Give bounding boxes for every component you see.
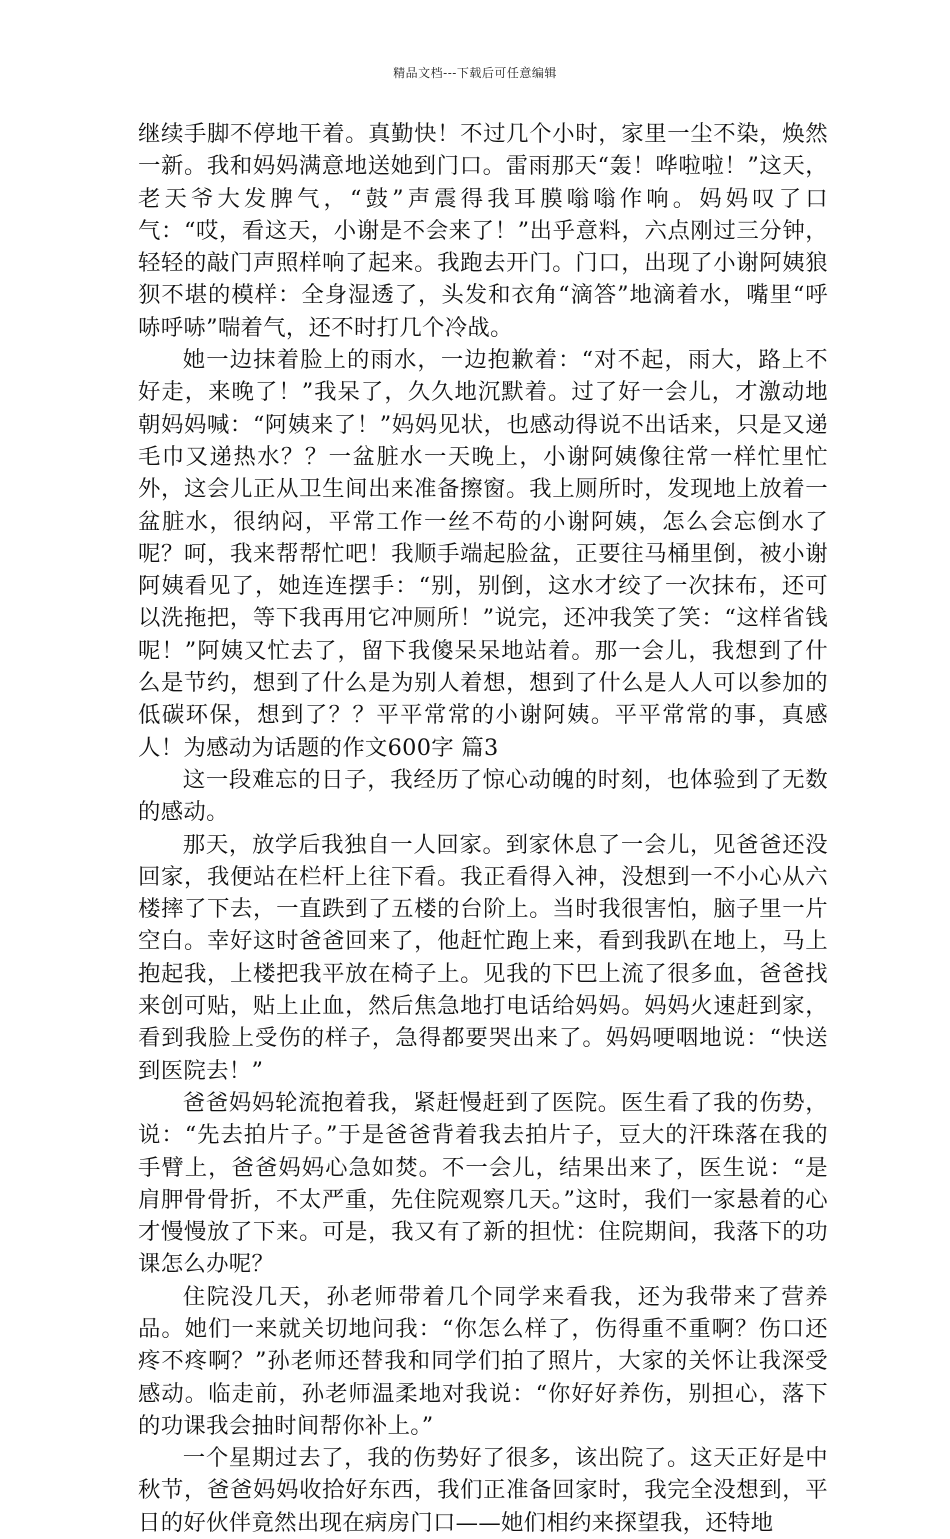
- paragraph: 继续手脚不停地干着。真勤快！不过几个小时，家里一尘不染，焕然一新。我和妈妈满意地送她到门口。雷雨那天“轰！哗啦啦！”这天，老天爷大发脾气，“鼓”声震得我耳膜嗡嗡作响。妈妈叹了口气：“哎，看这天，小谢是不会来了！”出乎意料，六点刚过三分钟，轻轻的敲门声照样响了起来。我跑去开门。门口，出现了小谢阿姨狼狈不堪的模样：全身湿透了，头发和衣角“滴答”地滴着水，嘴里“呼哧呼哧”喘着气，还不时打几个冷战。: [138, 121, 828, 341]
- paragraph: 那天，放学后我独自一人回家。到家休息了一会儿，见爸爸还没回家，我便站在栏杆上往下看。我正看得入神，没想到一不小心从六楼摔了下去，一直跌到了五楼的台阶上。当时我很害怕，脑子里一片空白。幸好这时爸爸回来了，他赶忙跑上来，看到我趴在地上，马上抱起我，上楼把我平放在椅子上。见我的下巴上流了很多血，爸爸找来创可贴，贴上止血，然后焦急地打电话给妈妈。妈妈火速赶到家，看到我脸上受伤的样子，急得都要哭出来了。妈妈哽咽地说：“快送到医院去！”: [138, 831, 828, 1084]
- page-header: 精品文档---下载后可任意编辑: [393, 66, 557, 80]
- paragraph: 她一边抹着脸上的雨水，一边抱歉着：“对不起，雨大，路上不好走，来晚了！”我呆了，久久地沉默着。过了好一会儿，才激动地朝妈妈喊：“阿姨来了！”妈妈见状，也感动得说不出话来，只是又递毛巾又递热水？？一盆脏水一天晚上，小谢阿姨像往常一样忙里忙外，这会儿正从卫生间出来准备擦窗。我上厕所时，发现地上放着一盆脏水，很纳闷，平常工作一丝不苟的小谢阿姨，怎么会忘倒水了呢？呵，我来帮帮忙吧！我顺手端起脸盆，正要往马桶里倒，被小谢阿姨看见了，她连连摆手：“别，别倒，这水才绞了一次抹布，还可以洗拖把，等下我再用它冲厕所！”说完，还冲我笑了笑：“这样省钱呢！”阿姨又忙去了，留下我傻呆呆地站着。那一会儿，我想到了什么是节约，想到了什么是为别人着想，想到了什么是人人可以参加的低碳环保，想到了？？平平常常的小谢阿姨。平平常常的事，真感人！为感动为话题的作文600字 篇3: [138, 347, 828, 761]
- paragraph: 一个星期过去了，我的伤势好了很多，该出院了。这天正好是中秋节，爸爸妈妈收拾好东西，我们正准备回家时，我完全没想到，平日的好伙伴竟然出现在病房门口——她们相约来探望我，还特地: [138, 1445, 828, 1536]
- paragraph: 住院没几天，孙老师带着几个同学来看我，还为我带来了营养品。她们一来就关切地问我：“你怎么样了，伤得重不重啊？伤口还疼不疼啊？”孙老师还替我和同学们拍了照片，大家的关怀让我深受感动。临走前，孙老师温柔地对我说：“你好好养伤，别担心，落下的功课我会抽时间帮你补上。”: [138, 1283, 828, 1439]
- document-body: [138, 118, 828, 1539]
- paragraph: 这一段难忘的日子，我经历了惊心动魄的时刻，也体验到了无数的感动。: [138, 766, 828, 826]
- paragraph: 爸爸妈妈轮流抱着我，紧赶慢赶到了医院。医生看了我的伤势，说：“先去拍片子。”于是爸爸背着我去拍片子，豆大的汗珠落在我的手臂上，爸爸妈妈心急如焚。不一会儿，结果出来了，医生说：“是肩胛骨骨折，不太严重，先住院观察几天。”这时，我们一家悬着的心才慢慢放了下来。可是，我又有了新的担忧：住院期间，我落下的功课怎么办呢？: [138, 1089, 828, 1278]
